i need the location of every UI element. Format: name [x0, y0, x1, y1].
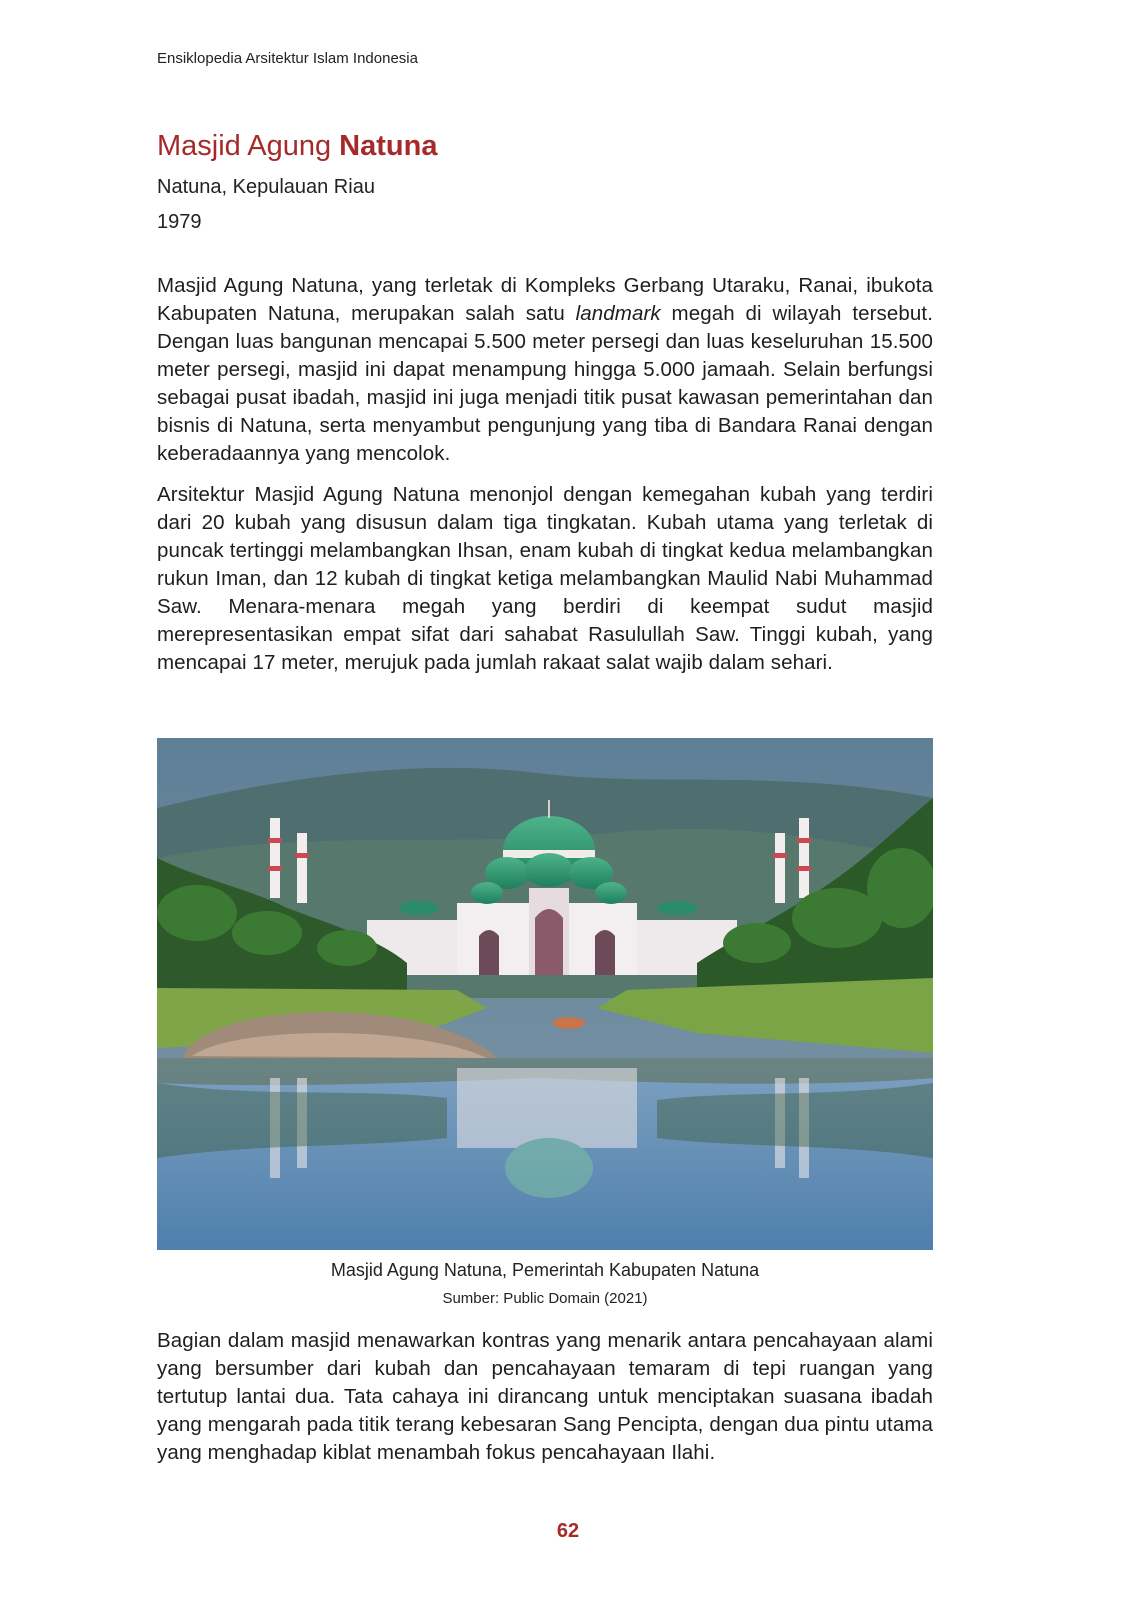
paragraph-1: [157, 272, 933, 468]
title-bold: Natuna: [339, 130, 438, 162]
figure-caption: Masjid Agung Natuna, Pemerintah Kabupaten Natuna: [330, 1260, 760, 1280]
page-number: 62: [556, 1520, 580, 1542]
mosque-photo: [157, 738, 933, 1250]
paragraph-3: Bagian dalam masjid menawarkan kontras yang menarik antara pencahayaan alami yang bersumber dari kubah dan pencahayaan temaram di tepi ruangan yang tertutup lantai dua. Tata cahaya ini dirancang untuk menciptakan suasana ibadah yang mengarah pada titik terang kebesaran Sang Pencipta, dengan dua pintu utama yang menghadap kiblat menambah fokus pencahayaan Ilahi.: [157, 1329, 933, 1464]
paragraph-1-italic: landmark: [575, 302, 661, 325]
location: Natuna, Kepulauan Riau: [157, 176, 375, 198]
paragraph-1-end: megah di wilayah tersebut. Dengan luas bangunan mencapai 5.500 meter persegi dan luas keseluruhan 15.500 meter persegi, masjid ini dapat menampung hingga 5.000 jamaah. Selain berfungsi sebagai pusat ibadah, masjid ini juga menjadi titik pusat kawasan pemerintahan dan bisnis di Natuna, serta menyambut pengunjung yang tiba di Bandara Ranai dengan keberadaannya yang mencolok.: [157, 302, 933, 465]
paragraph-2: Arsitektur Masjid Agung Natuna menonjol dengan kemegahan kubah yang terdiri dari 20 kubah yang disusun dalam tiga tingkatan. Kubah utama yang terletak di puncak tertinggi melambangkan Ihsan, enam kubah di tingkat kedua melambangkan rukun Iman, dan 12 kubah di tingkat ketiga melambangkan Maulid Nabi Muhammad Saw. Menara-menara megah yang berdiri di keempat sudut masjid merepresentasikan empat sifat dari sahabat Rasulullah Saw. Tinggi kubah, yang mencapai 17 meter, merujuk pada jumlah rakaat salat wajib dalam sehari.: [157, 483, 933, 674]
page-title: [157, 130, 437, 163]
running-head: Ensiklopedia Arsitektur Islam Indonesia: [157, 50, 418, 67]
title-regular: Masjid Agung: [157, 130, 340, 162]
paragraph-1-start: Masjid Agung Natuna, yang terletak di Kompleks Gerbang Utaraku, Ranai, ibukota Kabupaten Natuna, merupakan salah satu: [157, 274, 933, 325]
year: 1979: [157, 211, 202, 233]
figure-source: Sumber: Public Domain (2021): [442, 1290, 648, 1307]
